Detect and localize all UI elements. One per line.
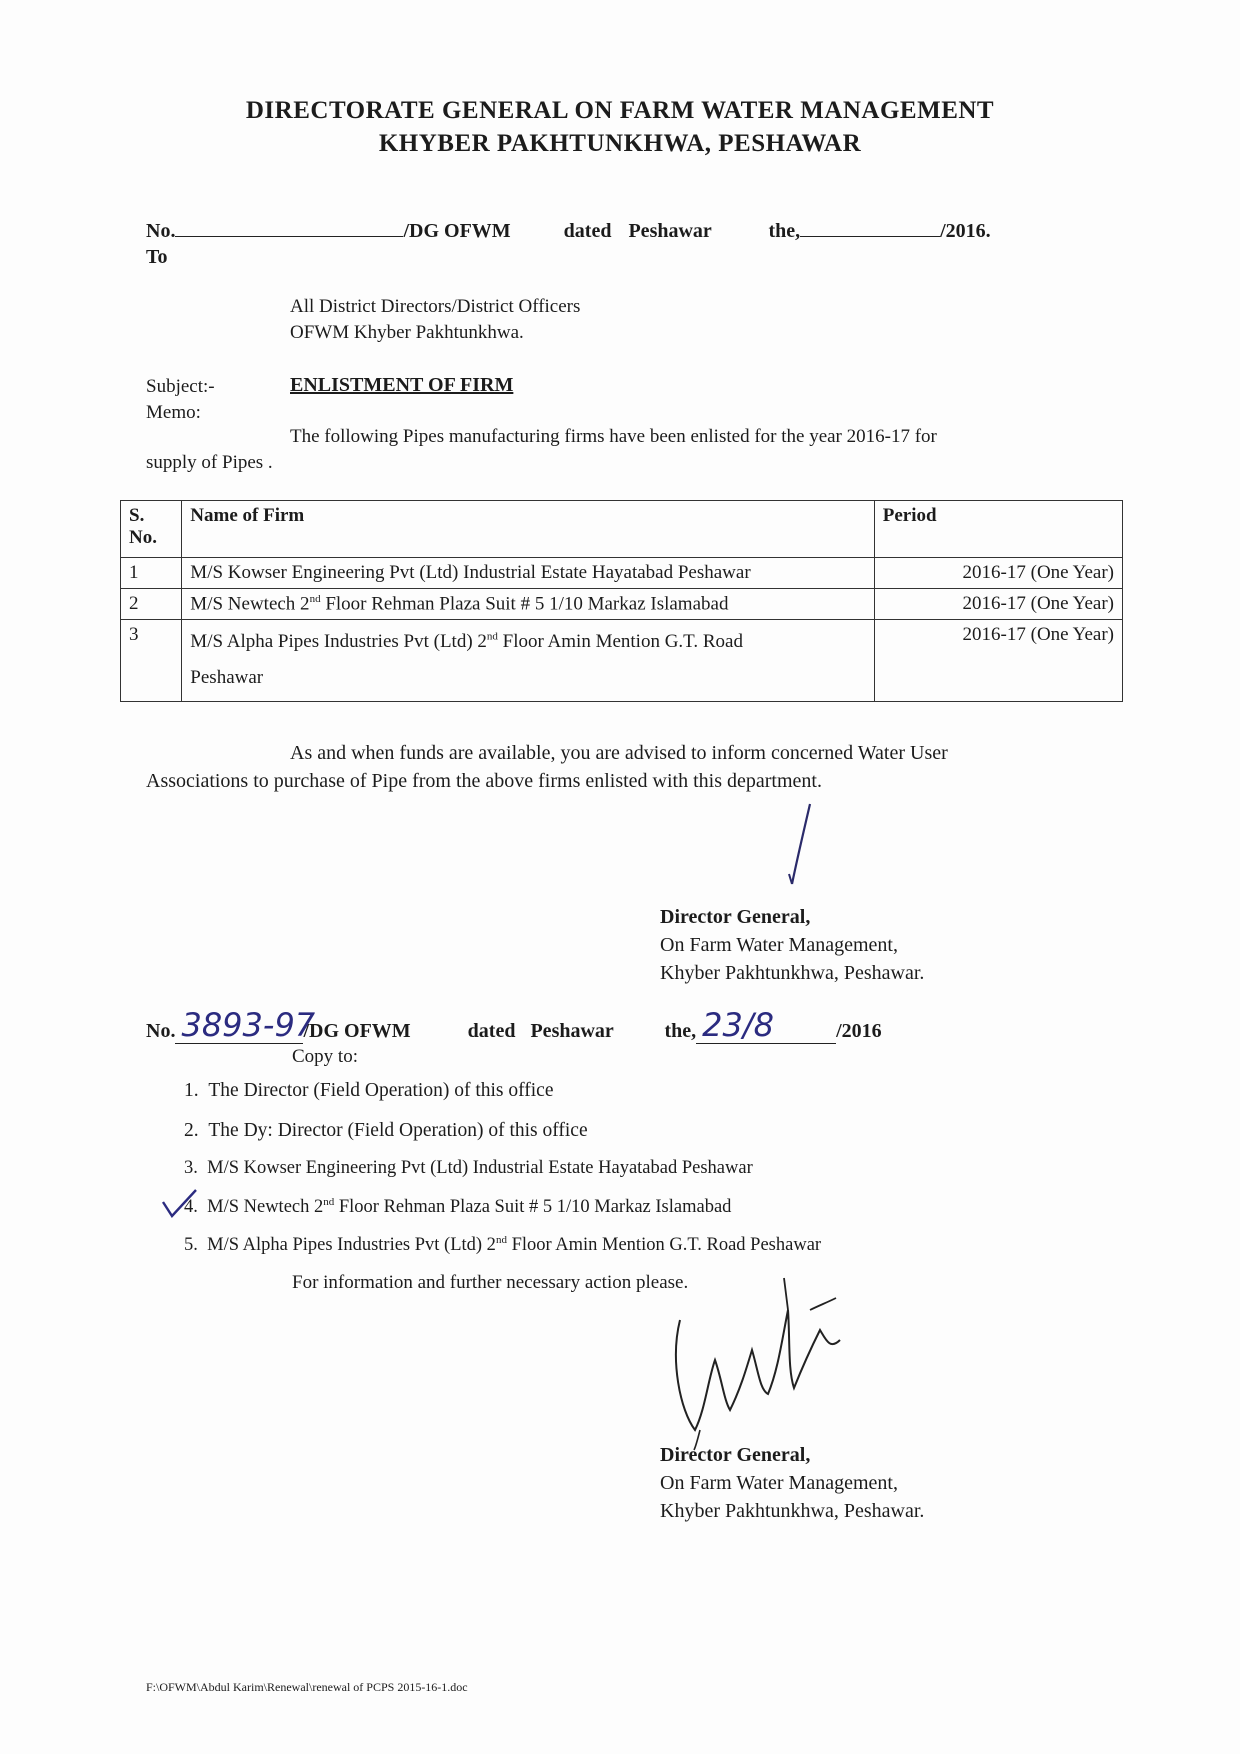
copy-item: 4. M/S Newtech 2nd Floor Rehman Plaza Suit # 5 1/10 Markaz Islamabad	[184, 1196, 732, 1218]
ref2-handwritten-date: 23/8	[702, 1006, 774, 1044]
ref-no-label: No.	[146, 220, 176, 242]
ref2-number-field	[175, 1006, 316, 1044]
sig1-line2: On Farm Water Management,	[660, 934, 898, 956]
copy-closing: For information and further necessary action please.	[292, 1272, 689, 1293]
sig2-line3: Khyber Pakhtunkhwa, Peshawar.	[660, 1500, 925, 1522]
addressee-line2: OFWM Khyber Pakhtunkhwa.	[290, 322, 524, 343]
row-sno: 3	[121, 620, 182, 701]
sig2-line2: On Farm Water Management,	[660, 1472, 898, 1494]
check-mark-icon	[160, 1188, 200, 1225]
body-line1: As and when funds are available, you are advised to inform concerned Water User	[290, 742, 948, 764]
row-sno: 1	[121, 558, 182, 589]
row-period: 2016-17 (One Year)	[874, 589, 1122, 620]
row-firm: M/S Newtech 2nd Floor Rehman Plaza Suit # 5 1/10 Markaz Islamabad	[182, 589, 874, 620]
firms-table	[120, 500, 1123, 702]
ref-place: Peshawar	[628, 220, 712, 242]
to-label: To	[146, 246, 168, 268]
ref2-no-label: No.	[146, 1020, 176, 1042]
sig2-title: Director General,	[660, 1444, 811, 1466]
table-row	[121, 558, 1123, 589]
copy-to-label: Copy to:	[292, 1046, 358, 1067]
sig1-title: Director General,	[660, 906, 811, 928]
ref-dated: dated	[563, 220, 612, 242]
row-period: 2016-17 (One Year)	[874, 620, 1122, 701]
row-period: 2016-17 (One Year)	[874, 558, 1122, 589]
reference-line-top	[146, 220, 991, 243]
memo-label: Memo:	[146, 402, 201, 423]
ref2-year: /2016	[836, 1020, 882, 1042]
table-header-row	[121, 501, 1123, 558]
copy-item: 1. The Director (Field Operation) of this office	[184, 1080, 554, 1101]
header-name: Name of Firm	[182, 501, 874, 558]
copy-item: 2. The Dy: Director (Field Operation) of this office	[184, 1120, 588, 1141]
signature-2	[660, 1270, 860, 1455]
addressee-line1: All District Directors/District Officers	[290, 296, 581, 317]
header-period: Period	[874, 501, 1122, 558]
reference-line-bottom	[146, 1006, 882, 1044]
subject-text: ENLISTMENT OF FIRM	[290, 374, 514, 396]
ref-no-blank	[175, 236, 403, 237]
subject-label: Subject:-	[146, 376, 215, 397]
signature-mark-1	[780, 800, 820, 895]
ref2-suffix: /DG OFWM	[303, 1020, 411, 1042]
ref-date-blank	[800, 236, 940, 237]
footer-file-path: F:\OFWM\Abdul Karim\Renewal\renewal of PCPS 2015-16-1.doc	[146, 1680, 468, 1694]
ref2-dated: dated	[467, 1020, 516, 1042]
copy-item: 5. M/S Alpha Pipes Industries Pvt (Ltd) 2nd Floor Amin Mention G.T. Road Peshawar	[184, 1234, 822, 1256]
table-row	[121, 589, 1123, 620]
ref-suffix: /DG OFWM	[403, 220, 511, 242]
memo-line2: supply of Pipes .	[146, 452, 273, 473]
row-firm: M/S Kowser Engineering Pvt (Ltd) Industrial Estate Hayatabad Peshawar	[182, 558, 874, 589]
memo-line1: The following Pipes manufacturing firms have been enlisted for the year 2016-17 for	[290, 426, 937, 447]
header-sno: S. No.	[121, 501, 182, 558]
body-line2: Associations to purchase of Pipe from the above firms enlisted with this department.	[146, 770, 822, 792]
table-row	[121, 620, 1123, 701]
header-title-line2: KHYBER PAKHTUNKHWA, PESHAWAR	[378, 130, 862, 157]
header-title-line1: DIRECTORATE GENERAL ON FARM WATER MANAGEMENT	[245, 97, 995, 124]
ref2-place: Peshawar	[530, 1020, 614, 1042]
ref2-date-field	[696, 1006, 836, 1044]
ref2-the: the,	[664, 1020, 697, 1042]
row-sno: 2	[121, 589, 182, 620]
row-firm: M/S Alpha Pipes Industries Pvt (Ltd) 2nd Floor Amin Mention G.T. Road Peshawar	[182, 620, 874, 701]
copy-item: 3. M/S Kowser Engineering Pvt (Ltd) Industrial Estate Hayatabad Peshawar	[184, 1158, 753, 1178]
sig1-line3: Khyber Pakhtunkhwa, Peshawar.	[660, 962, 925, 984]
ref-year: /2016.	[940, 220, 991, 242]
ref-the: the,	[768, 220, 801, 242]
ref2-handwritten-number: 3893-97	[181, 1006, 316, 1044]
